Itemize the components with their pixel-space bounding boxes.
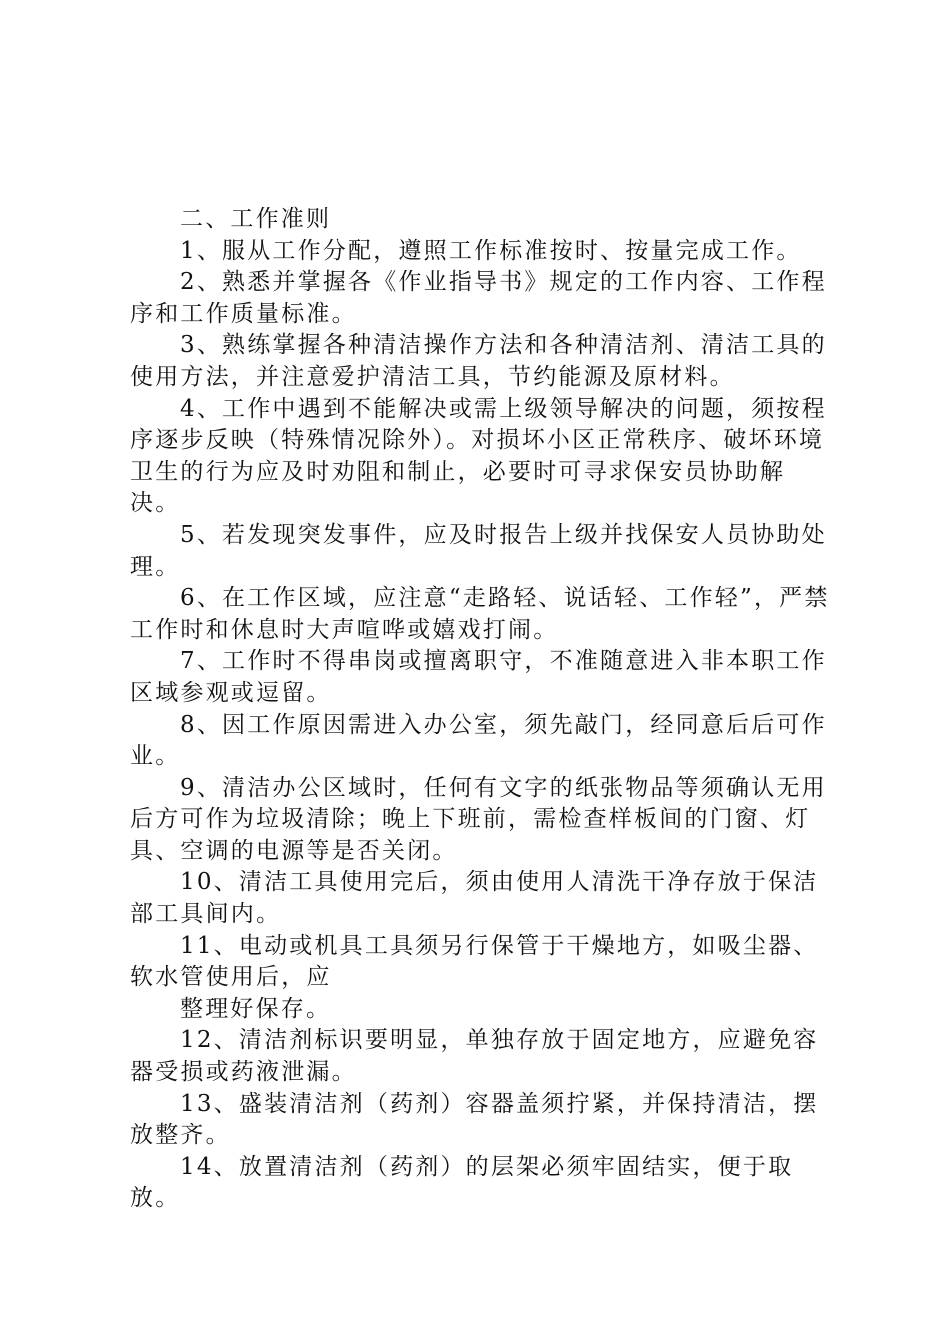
rule-paragraph-11: 11、电动或机具工具须另行保管于干燥地方，如吸尘器、软水管使用后，应 [130,932,819,991]
rule-paragraph-6: 6、在工作区域，应注意“走路轻、说话轻、工作轻”，严禁工作时和休息时大声喧哗或嬉戏打闹。 [130,585,830,643]
rule-paragraph-7: 7、工作时不得串岗或擅离职守，不准随意进入非本职工作区域参观或逗留。 [130,648,827,706]
rule-paragraph-11-continuation: 整理好保存。 [180,995,332,1022]
rule-paragraph-1: 1、服从工作分配，遵照工作标准按时、按量完成工作。 [180,237,802,264]
document-body [130,204,830,1215]
rule-paragraph-9: 9、清洁办公区域时，任何有文字的纸张物品等须确认无用后方可作为垃圾清除；晚上下班前，需检查样板间的门窗、灯具、空调的电源等是否关闭。 [130,774,827,864]
rule-paragraph-5: 5、若发现突发事件，应及时报告上级并找保安人员协助处理。 [130,521,827,580]
rule-paragraph-4: 4、工作中遇到不能解决或需上级领导解决的问题，须按程序逐步反映（特殊情况除外）。对损坏小区正常秩序、破坏环境卫生的行为应及时劝阻和制止，必要时可寻求保安员协助解决。 [130,395,827,517]
rule-paragraph-14: 14、放置清洁剂（药剂）的层架必须牢固结实，便于取放。 [130,1153,794,1212]
rule-paragraph-8: 8、因工作原因需进入办公室，须先敲门，经同意后后可作业。 [130,711,827,770]
rule-paragraph-3: 3、熟练掌握各种清洁操作方法和各种清洁剂、清洁工具的使用方法，并注意爱护清洁工具，节约能源及原材料。 [130,332,827,390]
rule-paragraph-10: 10、清洁工具使用完后，须由使用人清洗干净存放于保洁部工具间内。 [130,869,819,928]
rule-paragraph-2: 2、熟悉并掌握各《作业指导书》规定的工作内容、工作程序和工作质量标准。 [130,269,827,327]
rule-paragraph-13: 13、盛装清洁剂（药剂）容器盖须拧紧，并保持清洁，摆放整齐。 [130,1090,819,1149]
section-heading: 二、工作准则 [180,206,332,232]
rule-paragraph-12: 12、清洁剂标识要明显，单独存放于固定地方，应避免容器受损或药液泄漏。 [130,1027,819,1086]
